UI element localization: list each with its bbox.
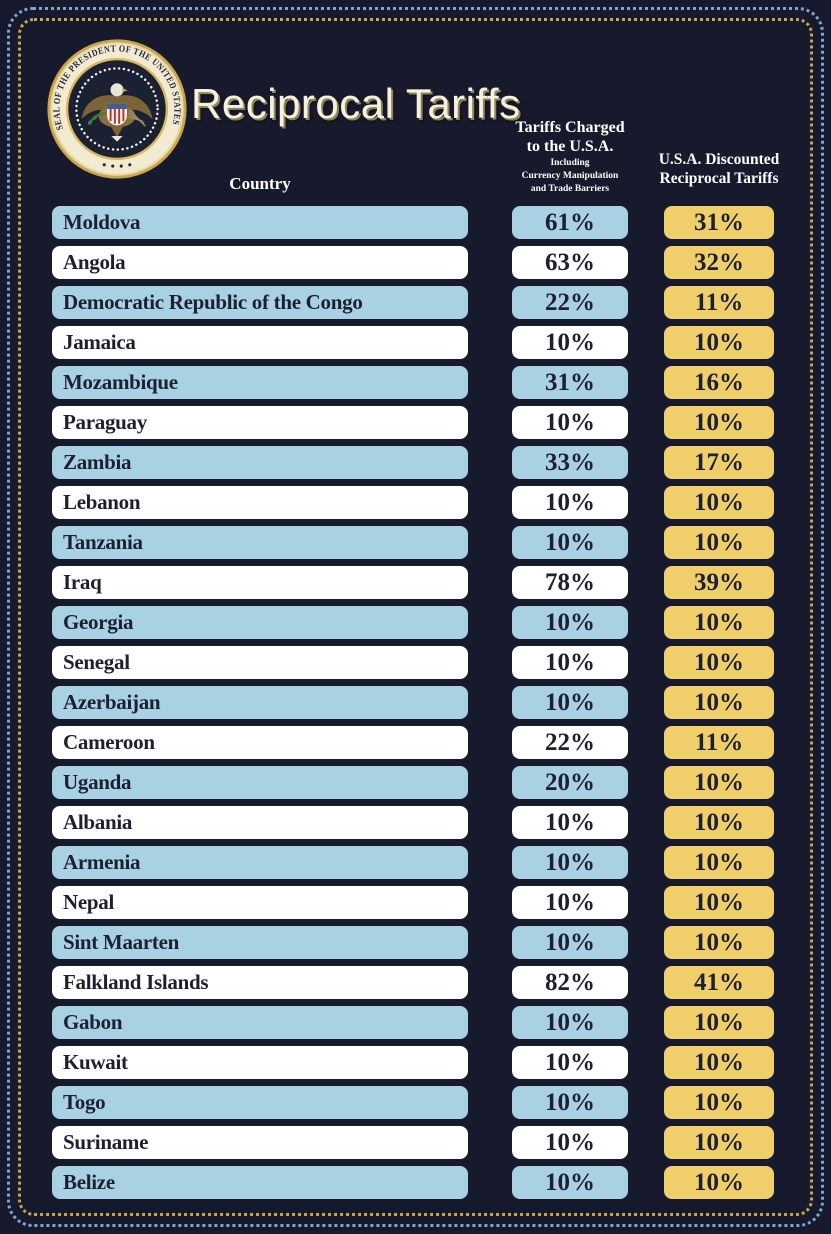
charged-tariff-cell: 63% — [512, 246, 628, 279]
charged-tariff-cell: 10% — [512, 1126, 628, 1159]
column-header-discounted — [628, 150, 810, 188]
country-cell: Uganda — [52, 766, 468, 799]
discounted-header-line1: U.S.A. Discounted — [658, 151, 780, 168]
charged-tariff-cell: 10% — [512, 1006, 628, 1039]
country-cell: Lebanon — [52, 486, 468, 519]
table-row — [52, 846, 779, 879]
table-row — [52, 446, 779, 479]
charged-tariff-cell: 10% — [512, 686, 628, 719]
tariff-table — [52, 206, 779, 1206]
discounted-tariff-cell: 10% — [664, 806, 774, 839]
discounted-tariff-cell: 10% — [664, 646, 774, 679]
svg-text:SEAL OF THE PRESIDENT OF THE U: SEAL OF THE PRESIDENT OF THE UNITED STATES — [52, 44, 182, 132]
country-cell: Moldova — [52, 206, 468, 239]
country-cell: Paraguay — [52, 406, 468, 439]
discounted-tariff-cell: 11% — [664, 726, 774, 759]
table-row — [52, 806, 779, 839]
charged-tariff-cell: 31% — [512, 366, 628, 399]
charged-tariff-cell: 10% — [512, 326, 628, 359]
charged-tariff-cell: 22% — [512, 726, 628, 759]
country-cell: Democratic Republic of the Congo — [52, 286, 468, 319]
discounted-tariff-cell: 10% — [664, 1126, 774, 1159]
table-row — [52, 286, 779, 319]
charged-tariff-cell: 10% — [512, 1046, 628, 1079]
table-row — [52, 406, 779, 439]
discounted-tariff-cell: 10% — [664, 926, 774, 959]
charged-header-sub1: Including — [550, 158, 590, 168]
table-row — [52, 486, 779, 519]
country-cell: Mozambique — [52, 366, 468, 399]
discounted-tariff-cell: 10% — [664, 1086, 774, 1119]
discounted-tariff-cell: 10% — [664, 1006, 774, 1039]
charged-tariff-cell: 78% — [512, 566, 628, 599]
discounted-tariff-cell: 11% — [664, 286, 774, 319]
country-cell: Gabon — [52, 1006, 468, 1039]
country-cell: Nepal — [52, 886, 468, 919]
discounted-tariff-cell: 32% — [664, 246, 774, 279]
table-row — [52, 1046, 779, 1079]
charged-tariff-cell: 20% — [512, 766, 628, 799]
discounted-tariff-cell: 10% — [664, 1166, 774, 1199]
table-row — [52, 326, 779, 359]
charged-tariff-cell: 61% — [512, 206, 628, 239]
country-cell: Kuwait — [52, 1046, 468, 1079]
table-row — [52, 366, 779, 399]
discounted-tariff-cell: 41% — [664, 966, 774, 999]
charged-tariff-cell: 10% — [512, 406, 628, 439]
table-row — [52, 1086, 779, 1119]
country-cell: Cameroon — [52, 726, 468, 759]
charged-tariff-cell: 10% — [512, 846, 628, 879]
country-cell: Albania — [52, 806, 468, 839]
charged-tariff-cell: 22% — [512, 286, 628, 319]
table-row — [52, 686, 779, 719]
charged-tariff-cell: 82% — [512, 966, 628, 999]
table-row — [52, 966, 779, 999]
column-header-country: Country — [229, 174, 291, 193]
charged-header-line2: to the U.S.A. — [526, 138, 614, 155]
discounted-tariff-cell: 10% — [664, 846, 774, 879]
charged-header-sub2: Currency Manipulation — [521, 171, 619, 181]
charged-tariff-cell: 10% — [512, 926, 628, 959]
discounted-tariff-cell: 10% — [664, 606, 774, 639]
country-cell: Senegal — [52, 646, 468, 679]
discounted-tariff-cell: 39% — [664, 566, 774, 599]
charged-header-sub3: and Trade Barriers — [530, 184, 610, 194]
country-cell: Falkland Islands — [52, 966, 468, 999]
charged-tariff-cell: 10% — [512, 646, 628, 679]
discounted-tariff-cell: 10% — [664, 686, 774, 719]
table-row — [52, 766, 779, 799]
table-row — [52, 566, 779, 599]
discounted-tariff-cell: 10% — [664, 1046, 774, 1079]
charged-tariff-cell: 10% — [512, 486, 628, 519]
country-cell: Suriname — [52, 1126, 468, 1159]
charged-tariff-cell: 10% — [512, 1166, 628, 1199]
country-cell: Belize — [52, 1166, 468, 1199]
table-row — [52, 1166, 779, 1199]
discounted-tariff-cell: 10% — [664, 406, 774, 439]
table-row — [52, 206, 779, 239]
page-title: Reciprocal Tariffs — [191, 80, 521, 127]
discounted-tariff-cell: 31% — [664, 206, 774, 239]
table-row — [52, 886, 779, 919]
country-cell: Iraq — [52, 566, 468, 599]
discounted-tariff-cell: 16% — [664, 366, 774, 399]
discounted-tariff-cell: 10% — [664, 326, 774, 359]
country-cell: Angola — [52, 246, 468, 279]
charged-tariff-cell: 10% — [512, 886, 628, 919]
table-row — [52, 726, 779, 759]
table-row — [52, 1006, 779, 1039]
country-cell: Armenia — [52, 846, 468, 879]
discounted-header-line2: Reciprocal Tariffs — [659, 170, 779, 187]
charged-tariff-cell: 10% — [512, 526, 628, 559]
country-cell: Zambia — [52, 446, 468, 479]
table-row — [52, 646, 779, 679]
table-row — [52, 526, 779, 559]
charged-tariff-cell: 10% — [512, 806, 628, 839]
charged-tariff-cell: 10% — [512, 606, 628, 639]
country-cell: Sint Maarten — [52, 926, 468, 959]
discounted-tariff-cell: 10% — [664, 526, 774, 559]
discounted-tariff-cell: 10% — [664, 766, 774, 799]
table-row — [52, 246, 779, 279]
charged-header-line1: Tariffs Charged — [515, 119, 625, 136]
charged-tariff-cell: 10% — [512, 1086, 628, 1119]
country-cell: Tanzania — [52, 526, 468, 559]
country-cell: Azerbaijan — [52, 686, 468, 719]
table-row — [52, 606, 779, 639]
country-cell: Jamaica — [52, 326, 468, 359]
table-row — [52, 1126, 779, 1159]
presidential-seal-icon — [46, 38, 188, 180]
table-row — [52, 926, 779, 959]
country-cell: Georgia — [52, 606, 468, 639]
country-cell: Togo — [52, 1086, 468, 1119]
discounted-tariff-cell: 10% — [664, 886, 774, 919]
discounted-tariff-cell: 10% — [664, 486, 774, 519]
charged-tariff-cell: 33% — [512, 446, 628, 479]
discounted-tariff-cell: 17% — [664, 446, 774, 479]
